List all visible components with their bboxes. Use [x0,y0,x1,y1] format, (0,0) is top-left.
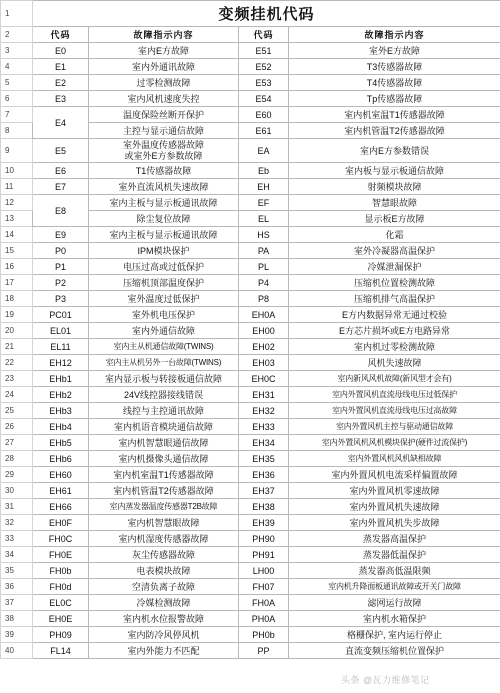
row-number[interactable]: 22 [1,355,33,371]
description-cell-left[interactable]: 空清负离子故障 [89,579,239,595]
row-number[interactable]: 14 [1,227,33,243]
row-number[interactable]: 31 [1,499,33,515]
code-cell-right[interactable]: EH00 [239,323,289,339]
code-cell-right[interactable]: PH0b [239,627,289,643]
table-row [1,643,500,659]
description-cell-left[interactable]: 冷媒检测故障 [89,595,239,611]
header-code-left[interactable]: 代码 [33,27,89,43]
description-cell-right[interactable]: 滤网运行故障 [289,595,500,611]
table-row [1,419,500,435]
row-number[interactable]: 39 [1,627,33,643]
row-number[interactable]: 26 [1,419,33,435]
description-cell-right[interactable]: 冷媒泄漏保护 [289,259,500,275]
table-row [1,179,500,195]
code-cell-right[interactable]: EH02 [239,339,289,355]
code-cell-right[interactable]: P4 [239,275,289,291]
code-cell-left[interactable]: EH61 [33,483,89,499]
description-cell-left[interactable]: 室内外通讯故障 [89,59,239,75]
table-row [1,451,500,467]
row-number[interactable]: 25 [1,403,33,419]
header-code-right[interactable]: 代码 [239,27,289,43]
code-cell-left[interactable]: P0 [33,243,89,259]
code-cell-left[interactable]: P1 [33,259,89,275]
header-row [1,27,500,43]
description-cell-right[interactable]: 格栅保护, 室内运行停止 [289,627,500,643]
row-number[interactable]: 27 [1,435,33,451]
row-number[interactable]: 6 [1,91,33,107]
table-row [1,515,500,531]
description-cell-left[interactable]: 电表模块故障 [89,563,239,579]
code-cell-left[interactable]: FH0E [33,547,89,563]
title-row [1,1,500,27]
table-row [1,627,500,643]
code-cell-right[interactable]: E52 [239,59,289,75]
description-cell-left[interactable]: 线控与主控通讯故障 [89,403,239,419]
code-cell-left[interactable]: E4 [33,107,89,139]
header-desc-right[interactable]: 故障指示内容 [289,27,500,43]
description-cell-left[interactable]: 电压过高或过低保护 [89,259,239,275]
row-number[interactable]: 11 [1,179,33,195]
description-cell-right[interactable]: 室内机管温T2传感器故障 [289,123,500,139]
code-cell-left[interactable]: EHb1 [33,371,89,387]
description-cell-right[interactable]: E方芯片损坏或E方电路异常 [289,323,500,339]
description-cell-left[interactable]: 室内防冷风停风机 [89,627,239,643]
watermark: 头条 @瓦力维修笔记 [341,675,430,685]
table-row [1,355,500,371]
description-cell-left[interactable]: 过零检测故障 [89,75,239,91]
code-cell-right[interactable]: FH0A [239,595,289,611]
row-number[interactable]: 9 [1,139,33,163]
row-number[interactable]: 34 [1,547,33,563]
code-cell-right[interactable]: E51 [239,43,289,59]
row-number[interactable]: 29 [1,467,33,483]
code-cell-right[interactable]: FH07 [239,579,289,595]
code-cell-left[interactable]: EHb6 [33,451,89,467]
description-cell-right[interactable]: 室内外置风机直流母线电压过低保护 [289,387,500,403]
description-cell-left[interactable]: 室外机电压保护 [89,307,239,323]
row-number[interactable]: 13 [1,211,33,227]
table-row [1,531,500,547]
description-cell-right[interactable]: 室内外置风机风机缺相故障 [289,451,500,467]
table-row [1,323,500,339]
table-row [1,563,500,579]
code-cell-right[interactable]: EH39 [239,515,289,531]
row-number[interactable]: 32 [1,515,33,531]
code-cell-left[interactable]: EL0C [33,595,89,611]
code-cell-left[interactable]: EH0F [33,515,89,531]
code-cell-left[interactable]: E7 [33,179,89,195]
code-cell-right[interactable]: EH37 [239,483,289,499]
code-cell-right[interactable]: EH [239,179,289,195]
code-cell-left[interactable]: E9 [33,227,89,243]
row-number[interactable]: 10 [1,163,33,179]
table-row [1,371,500,387]
code-cell-right[interactable]: EH31 [239,387,289,403]
row-number[interactable]: 15 [1,243,33,259]
description-cell-left[interactable]: IPM模块保护 [89,243,239,259]
description-cell-right[interactable]: T3传感器故障 [289,59,500,75]
description-cell-left[interactable]: 室内机水位报警故障 [89,611,239,627]
row-number[interactable]: 21 [1,339,33,355]
row-number[interactable]: 20 [1,323,33,339]
row-number[interactable]: 17 [1,275,33,291]
description-cell-right[interactable]: 室内外置风机失步故障 [289,515,500,531]
code-cell-left[interactable]: EHb4 [33,419,89,435]
code-cell-right[interactable]: E54 [239,91,289,107]
description-cell-right[interactable]: 室内机室温T1传感器故障 [289,107,500,123]
description-cell-left[interactable]: 室内机智慧眼故障 [89,515,239,531]
code-cell-right[interactable]: E60 [239,107,289,123]
description-cell-right[interactable]: 室外冷凝器高温保护 [289,243,500,259]
row-number[interactable]: 12 [1,195,33,211]
description-cell-right[interactable]: 室内机升降面板通讯故障或开关门故障 [289,579,500,595]
description-cell-right[interactable]: 射频模块故障 [289,179,500,195]
code-cell-left[interactable]: P2 [33,275,89,291]
description-cell-left[interactable]: 室内外能力不匹配 [89,643,239,659]
table-row [1,435,500,451]
description-cell-left[interactable]: 室内机摄像头通信故障 [89,451,239,467]
code-cell-left[interactable]: EHb5 [33,435,89,451]
code-cell-left[interactable]: E2 [33,75,89,91]
description-cell-right[interactable]: 室内机水箱保护 [289,611,500,627]
row-number[interactable]: 30 [1,483,33,499]
code-cell-left[interactable]: PH09 [33,627,89,643]
table-row [1,483,500,499]
code-cell-left[interactable]: EHb2 [33,387,89,403]
row-number[interactable]: 35 [1,563,33,579]
description-cell-right[interactable]: 直流变频压缩机位置保护 [289,643,500,659]
description-cell-right[interactable]: 压缩机位置检测故障 [289,275,500,291]
code-cell-right[interactable]: E61 [239,123,289,139]
row-number[interactable]: 8 [1,123,33,139]
description-cell-right[interactable]: 蒸发器低温保护 [289,547,500,563]
table-row [1,547,500,563]
description-cell-left[interactable]: 室内主从机另外一台故障(TWINS) [89,355,239,371]
code-cell-left[interactable]: FH0d [33,579,89,595]
code-cell-right[interactable]: EH0C [239,371,289,387]
row-number[interactable]: 23 [1,371,33,387]
description-cell-right[interactable]: 蒸发器高低温限频 [289,563,500,579]
table-row [1,107,500,123]
description-cell-left[interactable]: 除尘复位故障 [89,211,239,227]
description-cell-right[interactable]: 显示板E方故障 [289,211,500,227]
row-number[interactable]: 1 [1,1,33,27]
code-cell-right[interactable]: PP [239,643,289,659]
code-cell-left[interactable]: PC01 [33,307,89,323]
code-cell-left[interactable]: P3 [33,291,89,307]
code-cell-left[interactable]: EL11 [33,339,89,355]
description-cell-left[interactable]: 室内机湿度传感器故障 [89,531,239,547]
code-cell-left[interactable]: E6 [33,163,89,179]
code-cell-right[interactable]: EH36 [239,467,289,483]
description-cell-right[interactable]: 化霜 [289,227,500,243]
row-number[interactable]: 4 [1,59,33,75]
code-cell-right[interactable]: LH00 [239,563,289,579]
code-cell-right[interactable]: E53 [239,75,289,91]
description-cell-left[interactable]: 室外直流风机失速故障 [89,179,239,195]
description-cell-right[interactable]: 室内外置风机主控与驱动通信故障 [289,419,500,435]
code-cell-left[interactable]: EH12 [33,355,89,371]
description-cell-left[interactable]: 室内机管温T2传感器故障 [89,483,239,499]
code-cell-right[interactable]: P8 [239,291,289,307]
row-number[interactable]: 28 [1,451,33,467]
code-cell-right[interactable]: PH91 [239,547,289,563]
code-cell-right[interactable]: EH34 [239,435,289,451]
row-number[interactable]: 37 [1,595,33,611]
description-cell-right[interactable]: 压缩机排气高温保护 [289,291,500,307]
description-cell-left[interactable]: 室内主从机通信故障(TWINS) [89,339,239,355]
row-number[interactable]: 36 [1,579,33,595]
table-row [1,611,500,627]
code-cell-right[interactable]: Eb [239,163,289,179]
table-row [1,403,500,419]
description-cell-right[interactable]: E方内数据异常无通过校验 [289,307,500,323]
table-row [1,291,500,307]
description-cell-left[interactable]: 室内E方故障 [89,43,239,59]
description-cell-left[interactable]: 主控与显示通信故障 [89,123,239,139]
code-cell-left[interactable]: E8 [33,195,89,227]
description-cell-right[interactable]: 室内E方参数错误 [289,139,500,163]
row-number[interactable]: 16 [1,259,33,275]
table-row [1,43,500,59]
table-row [1,75,500,91]
header-desc-left[interactable]: 故障指示内容 [89,27,239,43]
description-cell-left[interactable]: 室内主板与显示板通讯故障 [89,227,239,243]
code-cell-right[interactable]: EH32 [239,403,289,419]
table-row [1,467,500,483]
description-cell-left[interactable]: 温度保险丝断开保护 [89,107,239,123]
table-row [1,243,500,259]
table-row [1,339,500,355]
code-cell-right[interactable]: EF [239,195,289,211]
description-cell-right[interactable]: 智慧眼故障 [289,195,500,211]
code-cell-left[interactable]: E1 [33,59,89,75]
description-cell-right[interactable]: 室内外置风机零速故障 [289,483,500,499]
description-cell-right[interactable]: 室内外置风机风机模块保护(硬件过流保护) [289,435,500,451]
table-row [1,275,500,291]
table-row [1,163,500,179]
table-row [1,227,500,243]
code-cell-left[interactable]: E0 [33,43,89,59]
code-cell-right[interactable]: EH33 [239,419,289,435]
description-cell-right[interactable]: 蒸发器高温保护 [289,531,500,547]
description-cell-left[interactable]: 室内机室温T1传感器故障 [89,467,239,483]
description-cell-right[interactable]: 风机失速故障 [289,355,500,371]
code-cell-right[interactable]: EH35 [239,451,289,467]
description-cell-right[interactable]: 室内外置风机失速故障 [289,499,500,515]
table-row [1,259,500,275]
description-cell-left[interactable]: 室内显示板与转接板通信故障 [89,371,239,387]
row-number[interactable]: 33 [1,531,33,547]
code-cell-left[interactable]: E5 [33,139,89,163]
code-cell-left[interactable]: EHb3 [33,403,89,419]
code-cell-left[interactable]: EH66 [33,499,89,515]
sheet-title[interactable]: 变频挂机代码 [33,1,500,27]
table-row [1,579,500,595]
table-row [1,595,500,611]
code-cell-right[interactable]: PA [239,243,289,259]
code-cell-right[interactable]: EA [239,139,289,163]
description-cell-right[interactable]: Tp传感器故障 [289,91,500,107]
code-cell-left[interactable]: E3 [33,91,89,107]
description-cell-left[interactable]: 室内主板与显示板通讯故障 [89,195,239,211]
row-number[interactable]: 40 [1,643,33,659]
row-number[interactable]: 19 [1,307,33,323]
code-cell-right[interactable]: EH03 [239,355,289,371]
description-cell-left[interactable]: 室内蒸发器温度传感器T2B故障 [89,499,239,515]
table-row [1,387,500,403]
description-cell-left[interactable]: 24V线控器接线错误 [89,387,239,403]
description-cell-left[interactable]: 室外温度过低保护 [89,291,239,307]
description-cell-right[interactable]: 室内新风风机故障(新风型才会有) [289,371,500,387]
table-row [1,139,500,163]
row-number[interactable]: 24 [1,387,33,403]
code-cell-right[interactable]: PH90 [239,531,289,547]
row-number[interactable]: 18 [1,291,33,307]
description-cell-right[interactable]: 室内板与显示板通信故障 [289,163,500,179]
code-cell-right[interactable]: PL [239,259,289,275]
code-cell-left[interactable]: FH0b [33,563,89,579]
code-cell-left[interactable]: EH0E [33,611,89,627]
code-cell-right[interactable]: EH38 [239,499,289,515]
code-cell-right[interactable]: EH0A [239,307,289,323]
description-cell-right[interactable]: T4传感器故障 [289,75,500,91]
code-cell-right[interactable]: HS [239,227,289,243]
description-cell-left[interactable]: 室外温度传感器故障 或室外E方参数故障 [89,139,239,163]
row-number[interactable]: 5 [1,75,33,91]
code-cell-left[interactable]: FL14 [33,643,89,659]
row-number[interactable]: 7 [1,107,33,123]
description-cell-left[interactable]: 压缩机顶部温度保护 [89,275,239,291]
description-cell-left[interactable]: 室内机智慧眼通信故障 [89,435,239,451]
description-cell-right[interactable]: 室内外置风机直流母线电压过高故障 [289,403,500,419]
description-cell-left[interactable]: T1传感器故障 [89,163,239,179]
table-row [1,91,500,107]
description-cell-right[interactable]: 室内外置风机电流采样偏置故障 [289,467,500,483]
code-cell-right[interactable]: EL [239,211,289,227]
code-cell-right[interactable]: PH0A [239,611,289,627]
table-row [1,195,500,211]
row-number[interactable]: 2 [1,27,33,43]
table-row [1,59,500,75]
description-cell-right[interactable]: 室外E方故障 [289,43,500,59]
code-cell-left[interactable]: FH0C [33,531,89,547]
table-row [1,499,500,515]
description-cell-left[interactable]: 室内风机速度失控 [89,91,239,107]
code-cell-left[interactable]: EH60 [33,467,89,483]
description-cell-left[interactable]: 室内机语音模块通信故障 [89,419,239,435]
table-row [1,307,500,323]
row-number[interactable]: 3 [1,43,33,59]
description-cell-right[interactable]: 室内机过零检测故障 [289,339,500,355]
description-cell-left[interactable]: 灰尘传感器故障 [89,547,239,563]
code-cell-left[interactable]: EL01 [33,323,89,339]
description-cell-left[interactable]: 室内外通信故障 [89,323,239,339]
row-number[interactable]: 38 [1,611,33,627]
